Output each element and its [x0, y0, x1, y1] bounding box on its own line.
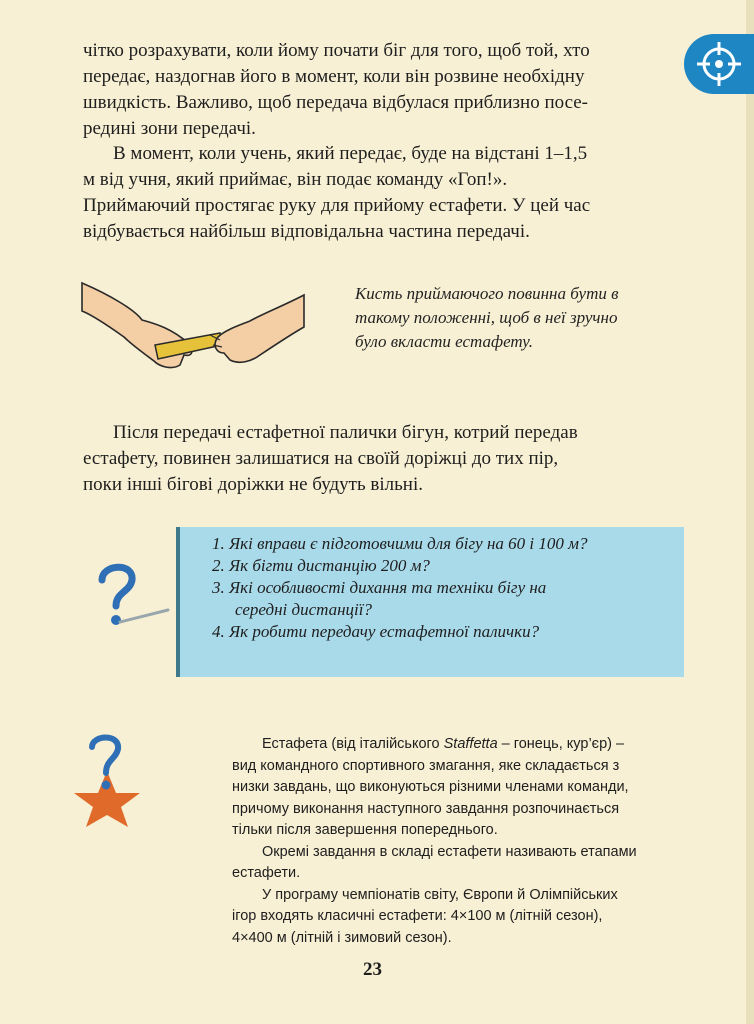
question-item	[212, 577, 682, 621]
caption-line: було вкласти естафету.	[355, 332, 533, 351]
question-item	[212, 533, 682, 555]
paragraph-1	[83, 38, 677, 142]
star-question-icon	[72, 733, 142, 828]
question-mark-icon	[90, 558, 170, 638]
question-text: 4. Як робити передачу естафетної палички?	[212, 622, 540, 641]
info-line	[232, 734, 676, 756]
questions-box-edge	[176, 527, 180, 677]
info-line: вид командного спортивного змагання, яке складається з	[232, 757, 620, 774]
page-number: 23	[363, 959, 382, 980]
question-item	[212, 555, 682, 577]
caption-line: такому положенні, щоб в неї зручно	[355, 308, 618, 327]
text-line: передає, наздогнав його в момент, коли він розвине необхідну	[83, 66, 585, 87]
text-line: редині зони передачі.	[83, 118, 256, 139]
baton-pass-illustration	[80, 275, 310, 380]
questions-list	[212, 533, 682, 643]
page-edge	[746, 0, 754, 1024]
info-lead-rest: – гонець, кур’єр) –	[497, 736, 625, 752]
question-text: середні дистанції?	[235, 600, 373, 619]
info-line: тільки після завершення попереднього.	[232, 822, 498, 838]
target-icon	[694, 39, 744, 89]
question-text: 1. Які вправи є підготовчими для бігу на 60 і 100 м?	[212, 534, 588, 553]
info-lead: Естафета (від італійського	[262, 736, 444, 752]
paragraph-2	[83, 141, 677, 245]
caption-line: Кисть приймаючого повинна бути в	[355, 284, 619, 303]
text-line: естафету, повинен залишатися на своїй доріжці до тих пір,	[83, 448, 559, 469]
info-line: причому виконання наступного завдання розпочинається	[232, 800, 620, 817]
question-text: 3. Які особливості дихання та техніки бігу на	[212, 578, 547, 597]
text-line: В момент, коли учень, який передає, буде на відстані 1–1,5	[113, 143, 588, 164]
info-line: естафети.	[232, 865, 301, 881]
text-line: чітко розрахувати, коли йому почати біг для того, щоб той, хто	[83, 40, 590, 61]
question-item	[212, 621, 682, 643]
info-line: низки завдань, що виконуються різними членами команди,	[232, 779, 629, 795]
info-italic-word: Staffetta	[443, 736, 498, 752]
text-line: відбувається найбільш відповідальна частина передачі.	[83, 221, 530, 242]
target-icon-tab	[684, 34, 754, 94]
info-line: ігор входять класичні естафети: 4×100 м (літній сезон),	[232, 908, 603, 924]
text-line: поки інші бігові доріжки не будуть вільні.	[83, 474, 423, 495]
text-line: м від учня, який приймає, він подає команду «Гоп!».	[83, 169, 508, 190]
question-text: 2. Як бігти дистанцію 200 м?	[212, 556, 430, 575]
info-block	[232, 734, 676, 949]
paragraph-3	[83, 420, 677, 498]
info-line: У програму чемпіонатів світу, Європи й Олімпійських	[262, 886, 618, 903]
info-line: Окремі завдання в складі естафети називають етапами	[262, 843, 637, 860]
text-line: швидкість. Важливо, щоб передача відбулася приблизно посе-	[83, 92, 589, 113]
text-line: Приймаючий простягає руку для прийому естафети. У цей час	[83, 195, 591, 216]
illustration-caption	[355, 282, 685, 354]
info-line: 4×400 м (літній і зимовий сезон).	[232, 929, 452, 946]
text-line: Після передачі естафетної палички бігун, котрий передав	[113, 422, 578, 443]
